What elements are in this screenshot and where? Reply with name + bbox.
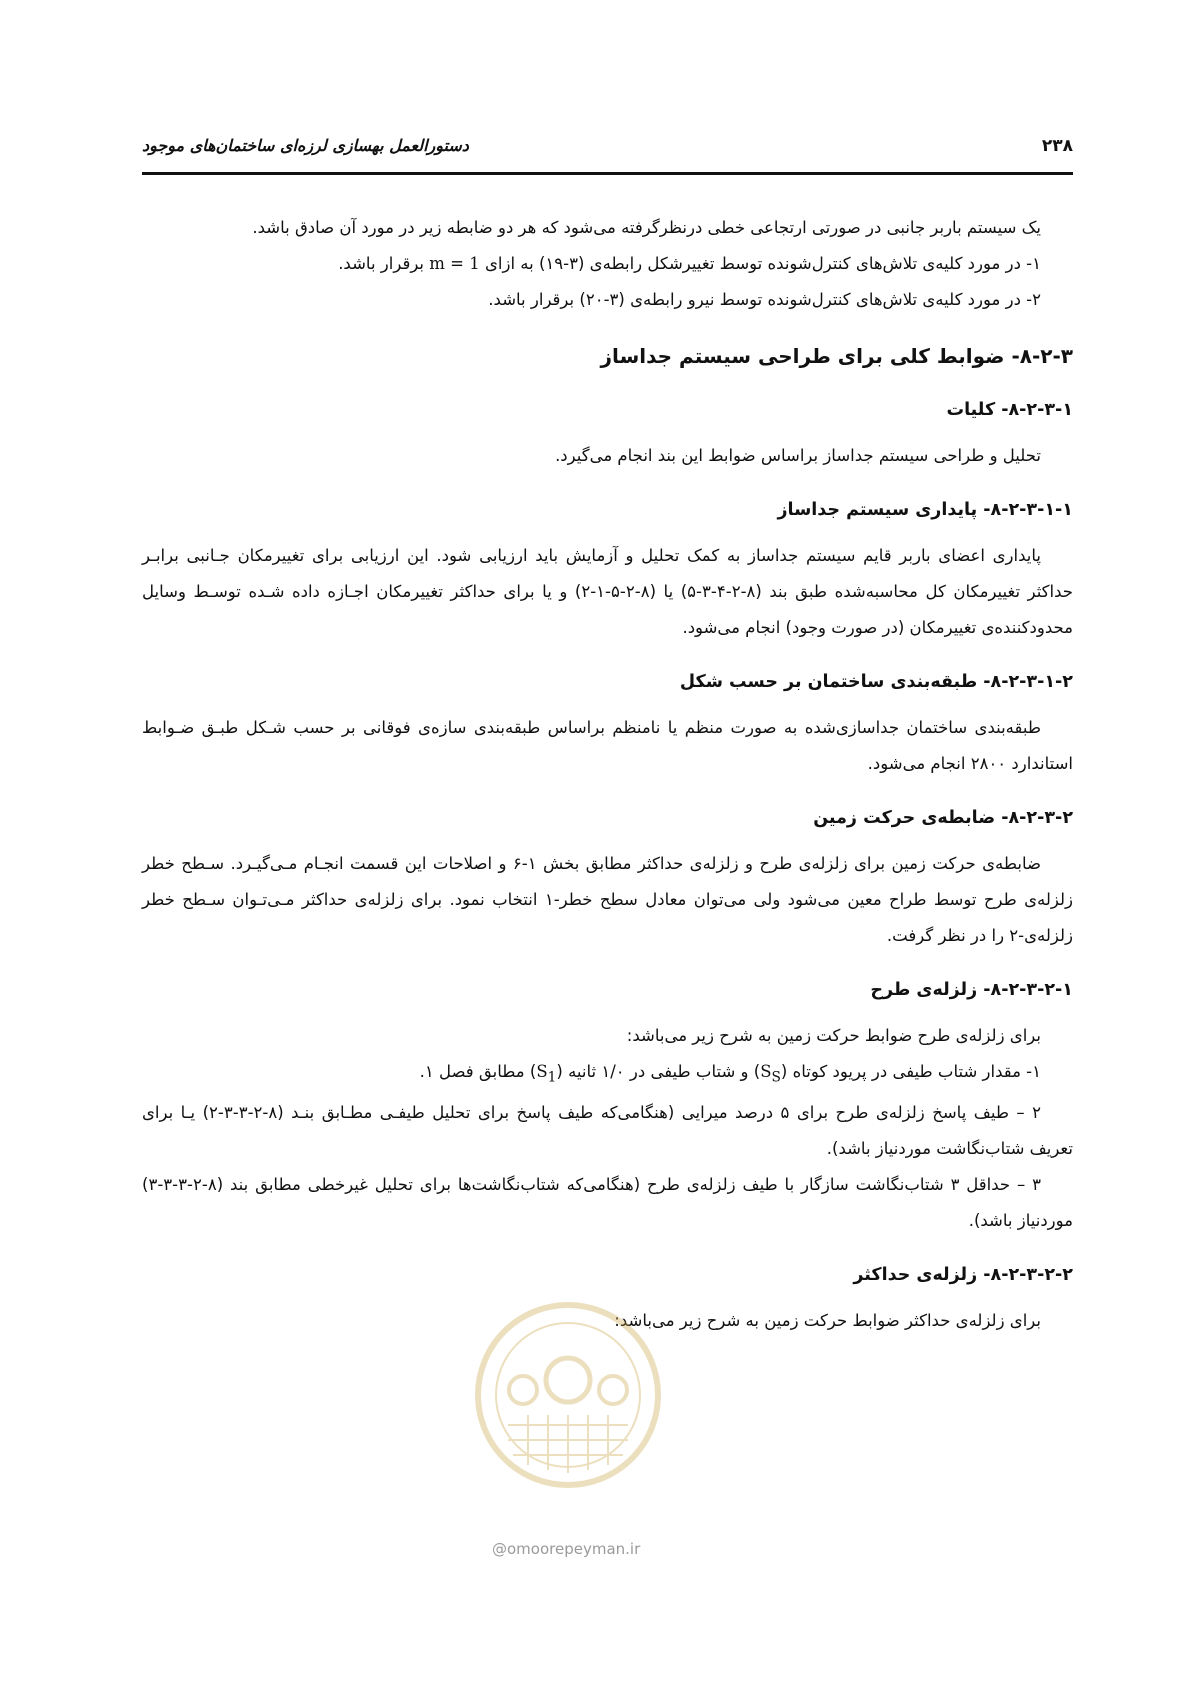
design-eq-item-2: ۲ – طیف پاسخ زلزله‌ی طرح برای ۵ درصد میرایی (هنگامی‌که طیف پاسخ برای تحلیل طیفـی مطـابق بنـد (۸-۲-۳-۳-۲) یـا برای تعریف شتاب‌نگاشت موردنیاز باشد). <box>142 1103 1073 1159</box>
header-rule <box>142 172 1073 175</box>
design-eq-item-1-b: ) و شتاب طیفی در ۱/۰ ثانیه ( <box>556 1062 761 1081</box>
ss-subscript: S <box>771 1069 781 1086</box>
book-title: دستورالعمل بهسازی لرزه‌ای ساختمان‌های موجود <box>142 136 469 155</box>
s1-symbol: $S_1$ <box>536 1062 557 1086</box>
criterion-item-1-text: ۱- در مورد کلیه‌ی تلاش‌های کنترل‌شونده توسط تغییرشکل رابطه‌ی (۳-۱۹) به ازای <box>485 254 1041 273</box>
classification-paragraph: طبقه‌بندی ساختمان جداسازی‌شده به صورت منظم یا نامنظم براساس طبقه‌بندی سازه‌ی فوقانی بر حسب شـکل طبـق ضـوابط استاندارد ۲۸۰۰ انجام می‌شود. <box>142 718 1073 773</box>
heading-8-2-3-1-1: ۸-۲-۳-۱-۱- پایداری سیستم جداساز <box>777 500 1073 520</box>
heading-8-2-3-1: ۸-۲-۳-۱- کلیات <box>946 400 1073 420</box>
heading-8-2-3-2-1: ۸-۲-۳-۲-۱- زلزله‌ی طرح <box>870 980 1073 1000</box>
stability-paragraph: پایداری اعضای باربر قایم سیستم جداساز به کمک تحلیل و آزمایش باید ارزیابی شود. این ارزیابی برای تغییرمکان جـانبی برابـر حداکثر تغییرمکان کل محاسبه‌شده طبق بند (۸-۲-۴-۳-۵) یا (۸-۲-۵-۱-۲) و یا برای حداکثر تغییرمکان اجـازه داده شـده توسـط وسایل محدودکننده‌ی تغییرمکان (در صورت وجود) انجام می‌شود. <box>142 546 1073 637</box>
design-eq-item-1 <box>142 1054 1073 1095</box>
design-eq-intro: برای زلزله‌ی طرح ضوابط حرکت زمین به شرح زیر می‌باشد: <box>626 1026 1041 1045</box>
m-equals-one: m = 1 <box>429 254 480 273</box>
design-eq-item-1-a: ۱- مقدار شتاب طیفی در پریود کوتاه ( <box>780 1062 1041 1081</box>
heading-8-2-3: ۸-۲-۳- ضوابط کلی برای طراحی سیستم جداساز <box>600 344 1073 368</box>
design-eq-item-3: ۳ – حداقل ۳ شتاب‌نگاشت سازگار با طیف زلزله‌ی طرح (هنگامی‌که شتاب‌نگاشت‌ها برای تحلیل غیرخطی مطابق بند (۸-۲-۳-۳-۳) موردنیاز باشد). <box>142 1175 1073 1231</box>
intro-paragraph: یک سیستم باربر جانبی در صورتی ارتجاعی خطی درنظرگرفته می‌شود که هر دو ضابطه زیر در مورد آن صادق باشد. <box>252 218 1041 237</box>
heading-8-2-3-1-2: ۸-۲-۳-۱-۲- طبقه‌بندی ساختمان بر حسب شکل <box>679 672 1073 692</box>
design-eq-item-1-c: ) مطابق فصل ۱. <box>419 1062 537 1081</box>
criterion-item-1-end: برقرار باشد. <box>338 254 425 273</box>
heading-8-2-3-2-2: ۸-۲-۳-۲-۲- زلزله‌ی حداکثر <box>853 1265 1073 1286</box>
document-body <box>142 210 1073 1339</box>
page-number: ۲۳۸ <box>1041 136 1073 156</box>
ground-motion-paragraph: ضابطه‌ی حرکت زمین برای زلزله‌ی طرح و زلزله‌ی حداکثر مطابق بخش ۱-۶ و اصلاحات این قسمت انجـام مـی‌گیـرد. سـطح خطر زلزله‌ی طرح توسط طراح معین می‌شود ولی می‌توان معادل سطح خطر-۱ انتخاب نمود. برای زلزله‌ی حداکثر مـی‌تـوان سـطح خطر زلزله‌ی-۲ را در نظر گرفت. <box>142 854 1073 945</box>
watermark-site: @omoorepeyman.ir <box>492 1540 641 1558</box>
page-header <box>142 136 1073 166</box>
s1-subscript: 1 <box>547 1069 557 1086</box>
heading-8-2-3-2: ۸-۲-۳-۲- ضابطه‌ی حرکت زمین <box>813 808 1073 828</box>
ss-symbol: $S_S$ <box>760 1062 781 1086</box>
general-paragraph: تحلیل و طراحی سیستم جداساز براساس ضوابط این بند انجام می‌گیرد. <box>555 446 1041 465</box>
criterion-item-1 <box>142 246 1073 282</box>
criterion-item-2: ۲- در مورد کلیه‌ی تلاش‌های کنترل‌شونده توسط نیرو رابطه‌ی (۳-۲۰) برقرار باشد. <box>488 290 1041 309</box>
max-eq-intro: برای زلزله‌ی حداکثر ضوابط حرکت زمین به شرح زیر می‌باشد: <box>614 1311 1041 1331</box>
